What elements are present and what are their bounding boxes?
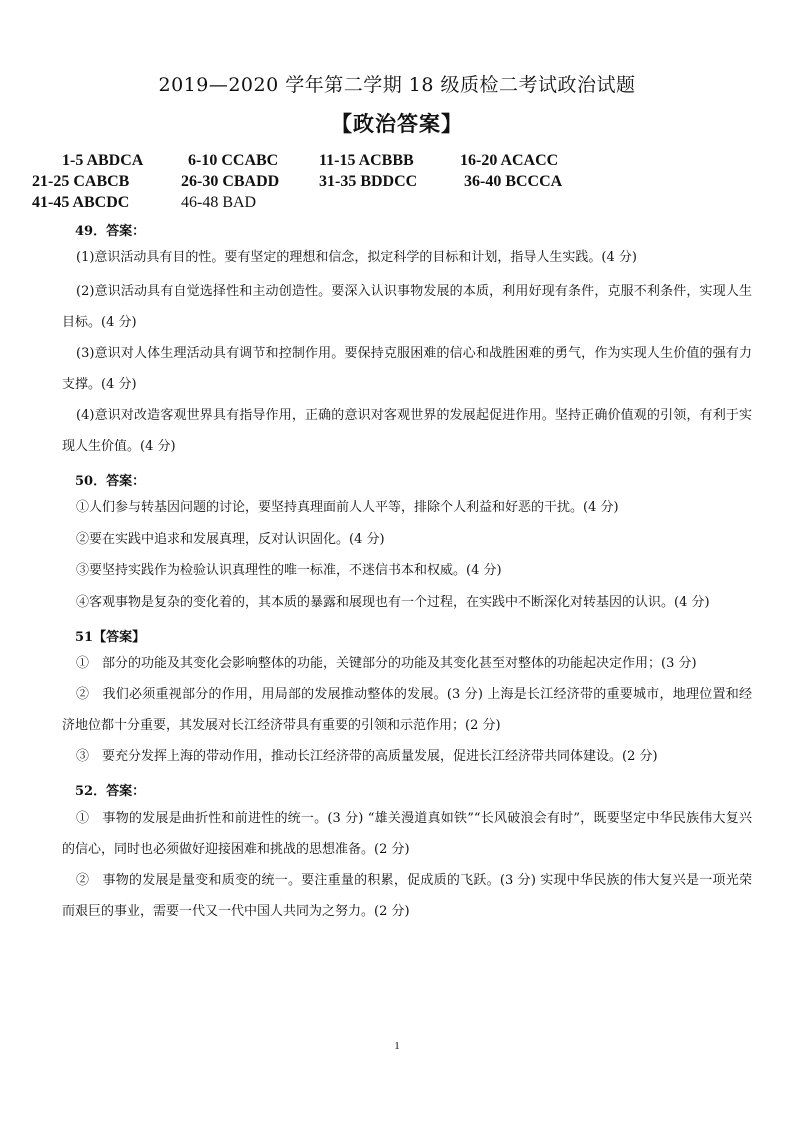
mc-row: [38, 152, 758, 173]
mc-answer-group: 1-5 ABDCA: [62, 152, 144, 169]
mc-answer-group: 11-15 ACBBB: [319, 152, 414, 169]
q49-answer-1: (1)意识活动具有目的性。要有坚定的理想和信念，拟定科学的目标和计划，指导人生实践。(4 分): [76, 250, 637, 265]
q51-answer-1: ① 部分的功能及其变化会影响整体的功能，关键部分的功能及其变化甚至对整体的功能起决定作用；(3 分): [76, 656, 697, 671]
q51-answer-3: ③ 要充分发挥上海的带动作用，推动长江经济带的高质量发展，促进长江经济带共同体建设。(2 分): [76, 749, 658, 764]
q50-answer-1: ①人们参与转基因问题的讨论，要坚持真理面前人人平等，排除个人利益和好恶的干扰。(4 分): [76, 500, 619, 515]
q50-answer-4: ④客观事物是复杂的变化着的，其本质的暴露和展现也有一个过程，在实践中不断深化对转基因的认识。(4 分): [76, 595, 710, 610]
mc-answer-group: 41-45 ABCDC: [32, 194, 130, 211]
q51-heading: 51【答案】: [75, 630, 146, 645]
q49-answer-2: (2)意识活动具有自觉选择性和主动创造性。要深入认识事物发展的本质，利用好现有条件，克服不利条件，实现人生目标。(4 分): [62, 284, 752, 330]
q50-heading: 50．答案：: [75, 474, 146, 489]
mc-answer-group: 36-40 BCCCA: [464, 173, 563, 190]
q52-answer-1: ① 事物的发展是曲折性和前进性的统一。(3 分) “雄关漫道真如铁”“长风破浪会有时”，既要坚定中华民族伟大复兴的信心，同时也必须做好迎接困难和挑战的思想准备。(2 分): [62, 811, 752, 857]
q52-answer-2: ② 事物的发展是量变和质变的统一。要注重量的积累，促成质的飞跃。(3 分) 实现中华民族的伟大复兴是一项光荣而艰巨的事业，需要一代又一代中国人共同为之努力。(2 分): [62, 873, 752, 919]
mc-answer-group: 16-20 ACACC: [460, 152, 559, 169]
mc-answer-group: 21-25 CABCB: [32, 173, 130, 190]
mc-answer-group: 46-48 BAD: [181, 194, 257, 211]
q49-answer-3: (3)意识对人体生理活动具有调节和控制作用。要保持克服困难的信心和战胜困难的勇气，作为实现人生价值的强有力支撑。(4 分): [62, 346, 752, 392]
mc-answer-group: 6-10 CCABC: [188, 152, 279, 169]
answer-heading: 【政治答案】: [331, 111, 463, 136]
mc-answer-group: 31-35 BDDCC: [319, 173, 418, 190]
multiple-choice-answers: [32, 152, 758, 215]
q49-heading: 49．答案：: [75, 224, 146, 239]
q49-answer-4: (4)意识对改造客观世界具有指导作用，正确的意识对客观世界的发展起促进作用。坚持正确价值观的引领，有利于实现人生价值。(4 分): [62, 408, 752, 454]
q52-heading: 52．答案：: [75, 784, 146, 799]
mc-row: [32, 173, 758, 194]
page-title: 2019—2020 学年第二学期 18 级质检二考试政治试题: [158, 74, 636, 96]
mc-answer-group: 26-30 CBADD: [181, 173, 280, 190]
q50-answer-2: ②要在实践中追求和发展真理，反对认识固化。(4 分): [76, 532, 385, 547]
q50-answer-3: ③要坚持实践作为检验认识真理性的唯一标准，不迷信书本和权威。(4 分): [76, 563, 502, 578]
mc-row: [32, 194, 758, 215]
q51-answer-2: ② 我们必须重视部分的作用，用局部的发展推动整体的发展。(3 分) 上海是长江经济带的重要城市，地理位置和经济地位都十分重要，其发展对长江经济带具有重要的引领和示范作用；(2 分): [62, 687, 752, 733]
page-number: 1: [394, 1040, 400, 1052]
